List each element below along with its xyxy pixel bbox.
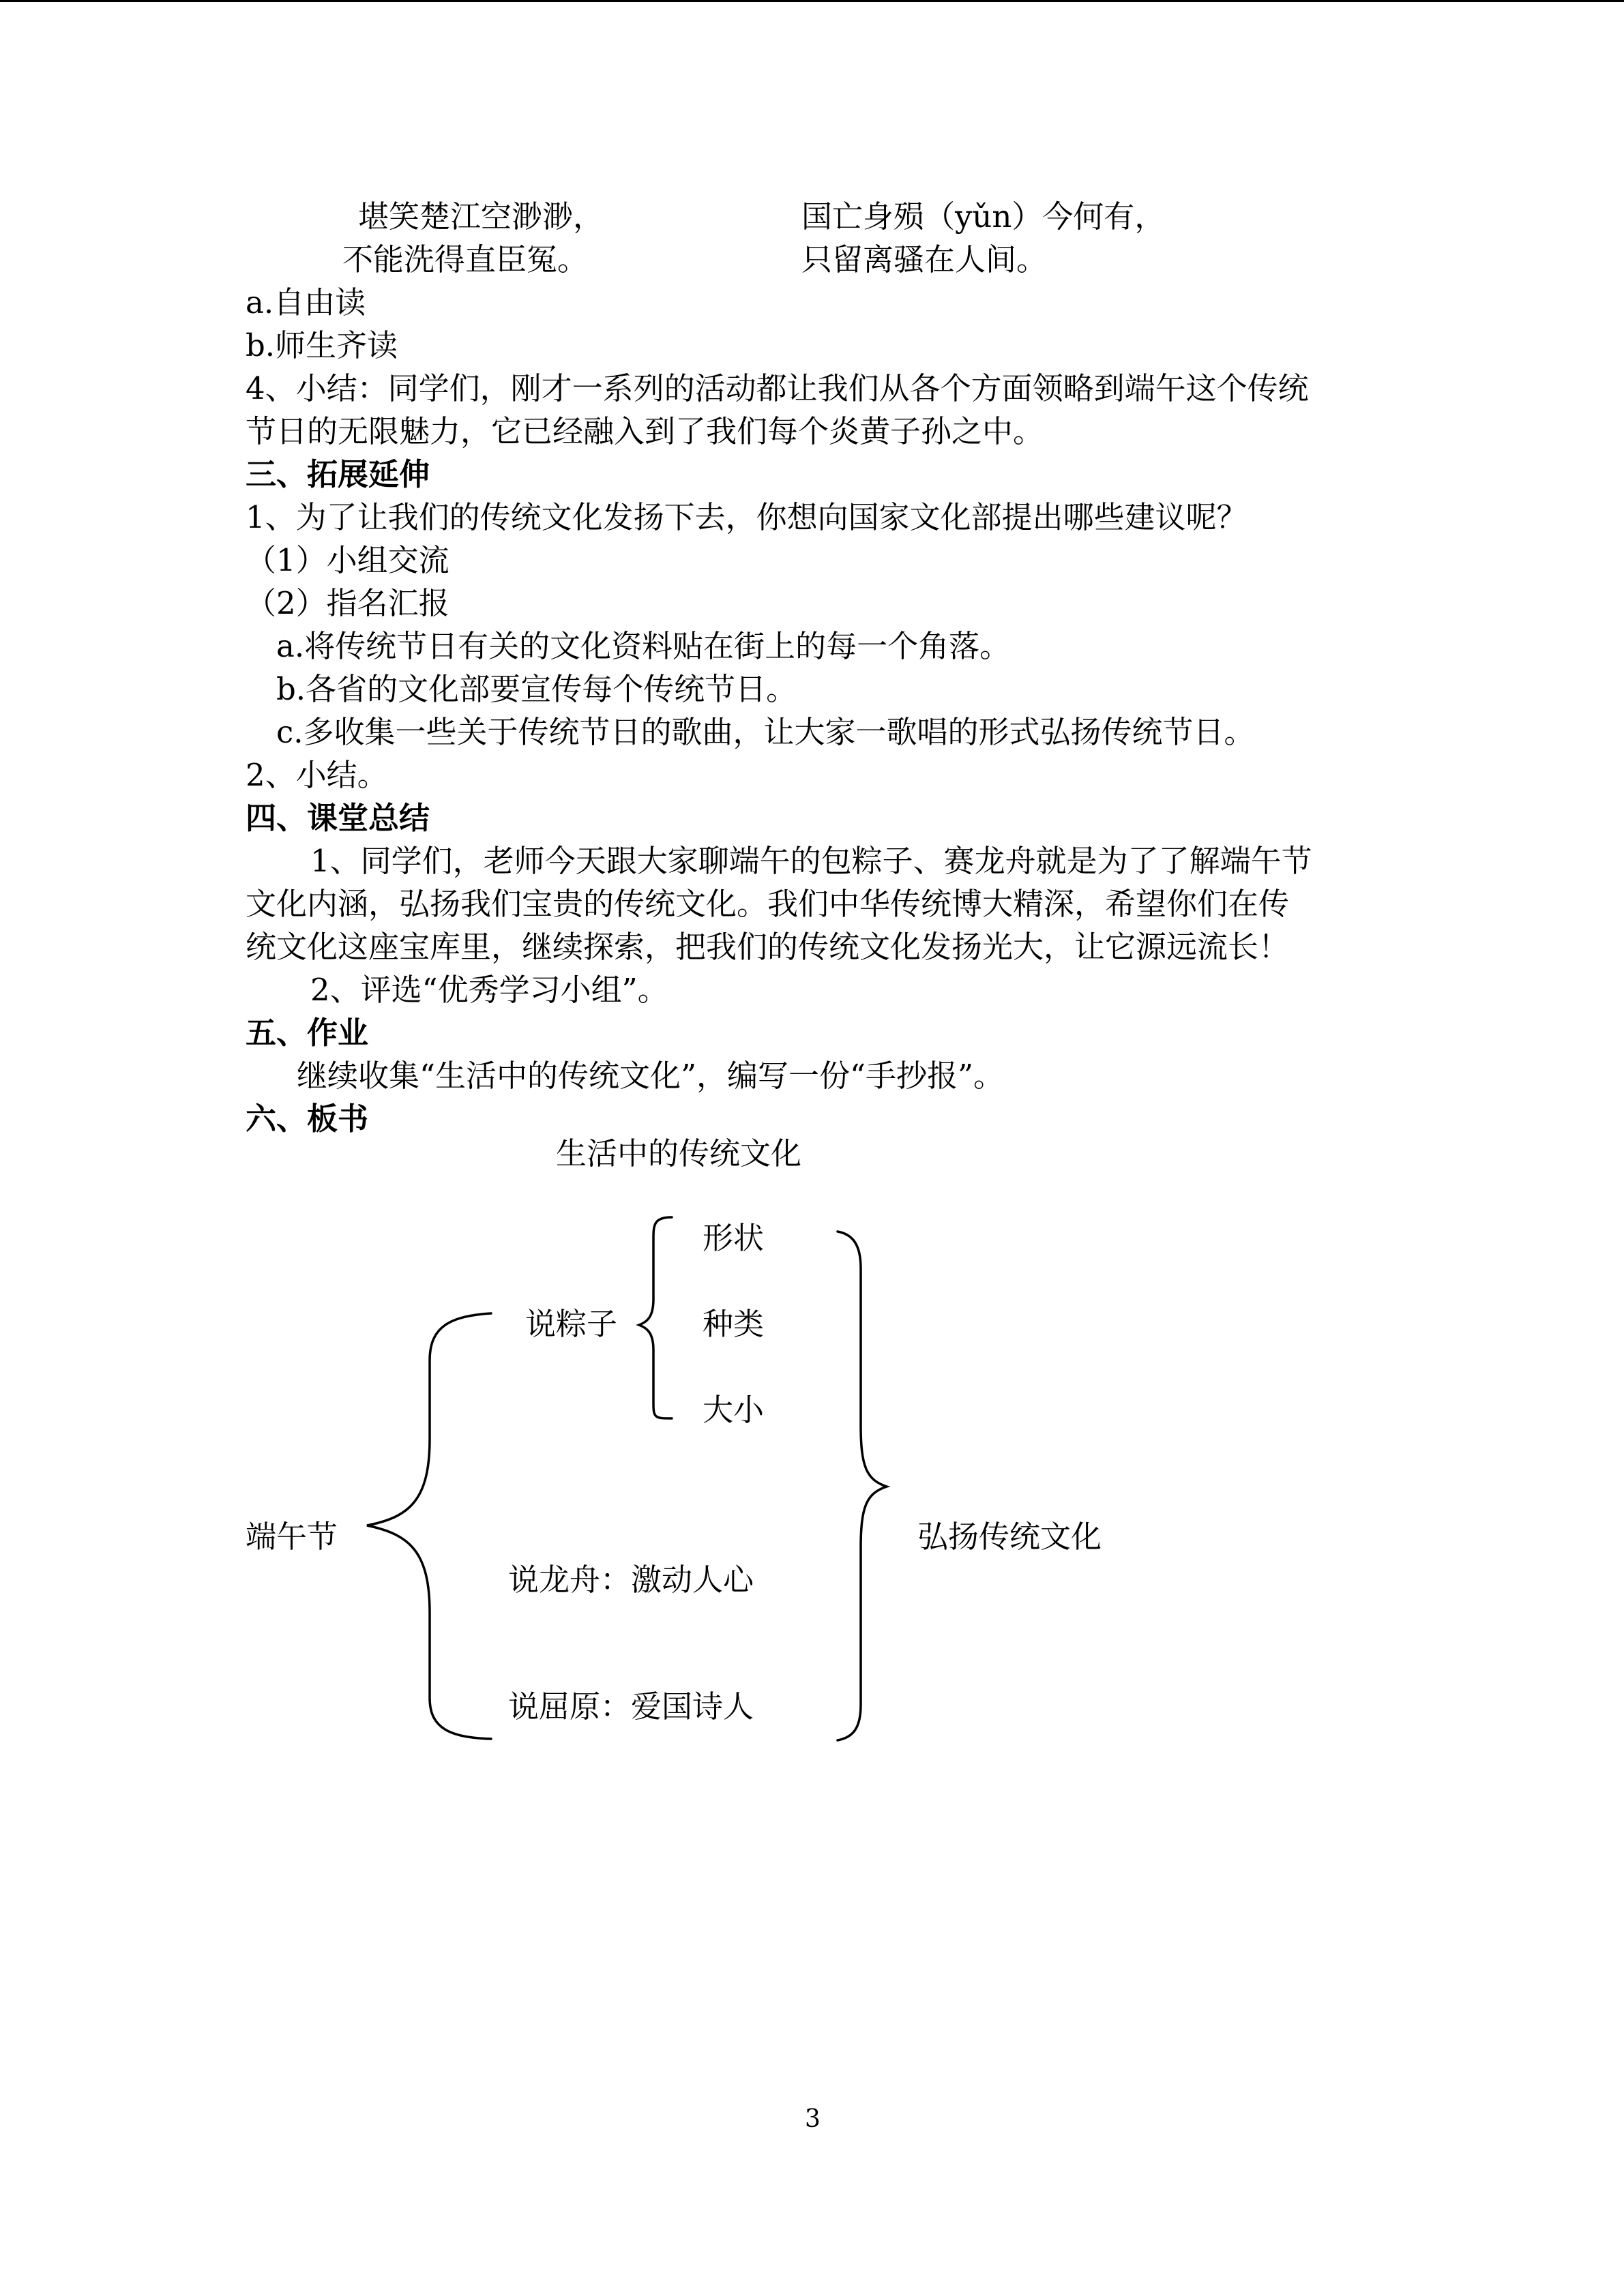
section4-p1-line2: 文化内涵，弘扬我们宝贵的传统文化。我们中华传统博大精深，希望你们在传 <box>246 886 1290 922</box>
board-zongzi: 说粽子 <box>525 1306 618 1342</box>
summary4-line2: 节日的无限魅力，它已经融入到了我们每个炎黄子孙之中。 <box>246 413 1044 449</box>
reading-a: a.自由读 <box>246 284 366 320</box>
section3-step1: （1）小组交流 <box>246 542 449 578</box>
poem-line1-left: 堪笑楚江空渺渺， <box>358 198 604 235</box>
board-kind: 种类 <box>703 1306 765 1342</box>
board-quyuan: 说屈原：爱国诗人 <box>508 1688 754 1725</box>
section3-q1: 1、为了让我们的传统文化发扬下去，你想向国家文化部提出哪些建议呢？ <box>246 499 1247 535</box>
poem-line2-left: 不能洗得直臣冤。 <box>342 241 589 278</box>
section4-p1-line1: 1、同学们，老师今天跟大家聊端午的包粽子、赛龙舟就是为了了解端午节 <box>310 843 1312 879</box>
section3-item-c: c.多收集一些关于传统节日的歌曲，让大家一歌唱的形式弘扬传统节日。 <box>276 714 1255 750</box>
brace-zongzi <box>639 1217 672 1418</box>
brace-root <box>367 1313 491 1739</box>
board-longzhou: 说龙舟：激动人心 <box>508 1562 754 1598</box>
board-conclusion: 弘扬传统文化 <box>917 1519 1102 1555</box>
board-root: 端午节 <box>246 1519 338 1555</box>
section5-heading: 五、作业 <box>246 1015 369 1051</box>
board-title: 生活中的传统文化 <box>556 1135 802 1172</box>
section4-p2: 2、评选“优秀学习小组”。 <box>310 972 668 1008</box>
section4-p1-line3: 统文化这座宝库里，继续探索，把我们的传统文化发扬光大，让它源远流长！ <box>246 929 1290 965</box>
poem-line1-right: 国亡身殒（yǔn）今何有， <box>801 198 1166 235</box>
section3-q2: 2、小结。 <box>246 757 388 793</box>
section3-item-b: b.各省的文化部要宣传每个传统节日。 <box>276 671 797 707</box>
section3-heading: 三、拓展延伸 <box>246 456 430 492</box>
board-shape: 形状 <box>703 1220 765 1256</box>
reading-b: b.师生齐读 <box>246 327 398 363</box>
board-size: 大小 <box>703 1392 765 1428</box>
summary4-line1: 4、小结：同学们，刚才一系列的活动都让我们从各个方面领略到端午这个传统 <box>246 370 1309 406</box>
section4-heading: 四、课堂总结 <box>246 800 430 836</box>
poem-line2-right: 只留离骚在人间。 <box>801 241 1048 278</box>
section3-item-a: a.将传统节日有关的文化资料贴在街上的每一个角落。 <box>276 628 1011 664</box>
section3-step2: （2）指名汇报 <box>246 585 449 621</box>
section5-text: 继续收集“生活中的传统文化”，编写一份“手抄报”。 <box>297 1058 1005 1094</box>
brace-conclusion <box>838 1232 887 1740</box>
page-number: 3 <box>805 2105 821 2133</box>
section6-heading: 六、板书 <box>246 1101 369 1137</box>
